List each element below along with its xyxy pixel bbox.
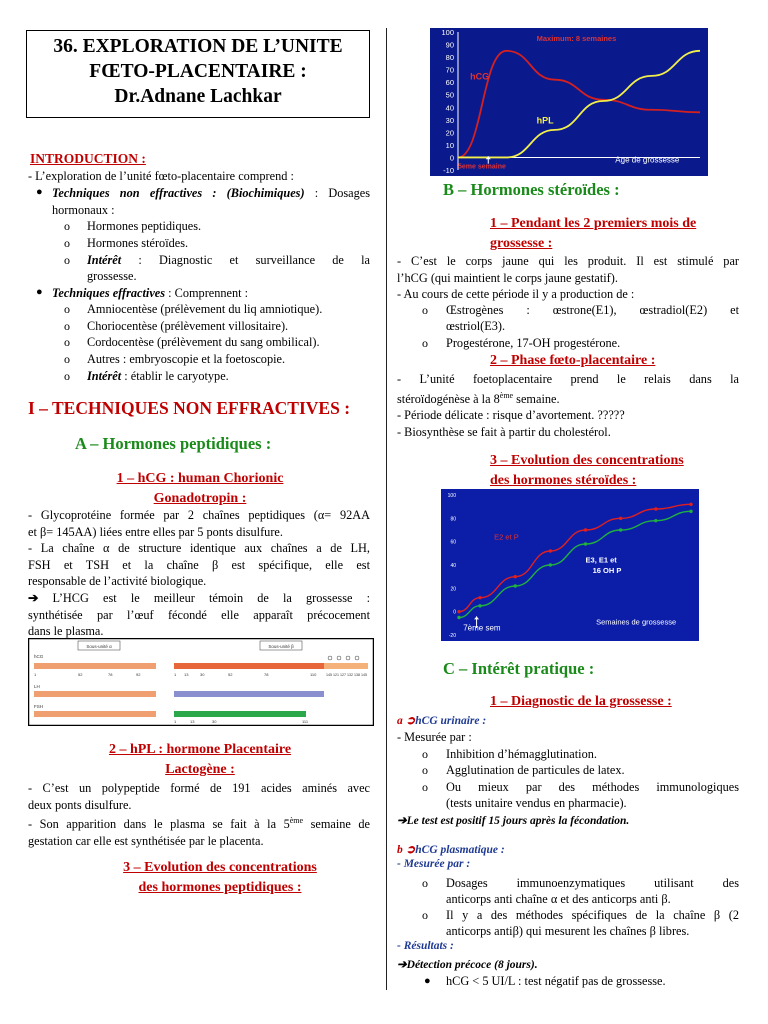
- diagram-beta-bar: [174, 711, 306, 717]
- chart-data-point: [689, 503, 692, 506]
- c1-b-label: hCG plasmatique :: [415, 844, 505, 856]
- arrow-right-icon: ➔: [397, 959, 407, 971]
- intro-eff-item-2: Choriocentèse (prélèvement villositaire).: [87, 319, 289, 333]
- b1-heading: [490, 214, 696, 254]
- circle-bullet-icon: o: [64, 253, 70, 267]
- chart-legend-e3-line2: 16 OH P: [592, 566, 622, 576]
- chart-y-tick-label: 80: [445, 53, 454, 63]
- diagram-num: 1: [174, 672, 177, 677]
- b1-line-2: l’hCG (qui maintient le corps jaune gestatif).: [397, 270, 618, 285]
- circle-bullet-icon: o: [422, 747, 428, 761]
- circle-bullet-icon: o: [422, 780, 428, 794]
- circle-bullet-icon: o: [64, 236, 70, 250]
- hpl-line-1: - C’est un polypeptide formé de 191 acides aminés avec: [28, 781, 370, 795]
- intro-eff-item-3: Cordocentèse (prélèvement du sang ombilical).: [87, 335, 320, 349]
- c1-item2-2-cont: anticorps antiβ) qui mesurent les chaînes β libres.: [446, 924, 690, 938]
- diagram-alpha-bar: [34, 691, 156, 697]
- column-divider: [386, 28, 387, 990]
- intro-interet-2-rest: : établir le caryotype.: [121, 369, 229, 383]
- diagram-num: 30: [200, 672, 205, 677]
- chart-data-point: [478, 596, 481, 599]
- diagram-num: 78: [108, 672, 113, 677]
- chart-y-tick-label: 40: [450, 563, 456, 569]
- b1-item-1: Œstrogènes : œstrone(E1), œstradiol(E2) et: [446, 303, 739, 317]
- diagram-num: 1: [174, 719, 177, 724]
- diagram-num: 13: [190, 719, 195, 724]
- intro-interet-1-cont: grossesse.: [87, 269, 137, 283]
- circle-bullet-icon: o: [64, 335, 70, 349]
- bullet-icon: ●: [36, 286, 43, 298]
- circle-bullet-icon: o: [422, 908, 428, 922]
- hcg-line-1: - Glycoprotéine formée par 2 chaînes peptidiques (α= 92AA: [28, 508, 370, 522]
- diagram-num: 92: [136, 672, 141, 677]
- chart-data-point: [514, 575, 517, 578]
- b1-line-3: - Au cours de cette période il y a production de :: [397, 287, 635, 302]
- hpl-heading-line-1: 2 – hPL : hormone Placentaire: [108, 742, 292, 757]
- chart-x-label: Semaines de grossesse: [596, 617, 677, 627]
- subunit-diagram: [28, 638, 374, 726]
- title-line-2: FŒTO-PLACENTAIRE :: [89, 61, 307, 82]
- c1-detection: [397, 957, 538, 971]
- b2-line-2-text: stéroïdogénèse à la 8: [397, 391, 500, 406]
- chart-data-point: [478, 604, 481, 607]
- chart-data-point: [457, 610, 460, 613]
- chart-data-point: [549, 563, 552, 566]
- b1-item-1-cont: œstriol(E3).: [446, 319, 506, 333]
- diagram-num: 111: [302, 719, 309, 724]
- chart-y-tick-label: 30: [445, 115, 454, 125]
- circle-bullet-icon: o: [64, 319, 70, 333]
- chart-y-tick-label: 0: [453, 609, 456, 616]
- chart-data-point: [457, 616, 460, 619]
- diagram-subunit-b-label: Sous-unité β: [268, 644, 294, 649]
- intro-interet-1-label: Intérêt: [87, 253, 122, 267]
- chart-annotation-max: Maximum: 8 semaines: [536, 33, 617, 43]
- c1-b-line: [397, 842, 505, 856]
- intro-interet-2: [87, 368, 229, 385]
- b3-heading-line-1: 3 – Evolution des concentrations: [490, 453, 684, 468]
- chart-steroid-hormones: [441, 489, 699, 641]
- chart-legend-hpl: hPL: [536, 115, 554, 126]
- diagram-beta-bar: [174, 691, 324, 697]
- chart-legend-e3-line1: E3, E1 et: [585, 555, 617, 565]
- c1-mesure-2: - Mesurée par :: [397, 858, 471, 870]
- chart-annotation-5eme: 5eme semaine: [458, 163, 506, 171]
- chart-legend-e2: E2 et P: [494, 532, 519, 542]
- chart-y-tick-label: 80: [450, 516, 456, 523]
- evol-pep-line-2: des hormones peptidiques :: [138, 880, 302, 895]
- c1-b-letter: b: [397, 844, 406, 856]
- intro-heading: INTRODUCTION :: [30, 151, 146, 166]
- arrow-right-icon: ➲: [405, 715, 416, 727]
- chart-y-tick-label: 60: [450, 539, 456, 546]
- chart-data-point: [514, 584, 517, 587]
- arrow-right-icon: ➲: [405, 844, 416, 856]
- hpl-line-3-after: semaine de: [303, 817, 370, 832]
- b2-line-3: - Période délicate : risque d’avortement. ?????: [397, 408, 625, 423]
- section-b-heading: B – Hormones stéroïdes :: [443, 180, 620, 199]
- evol-pep-line-1: 3 – Evolution des concentrations: [123, 860, 317, 875]
- chart-data-point: [619, 528, 622, 531]
- b1-body: [397, 253, 739, 303]
- c1-a-letter: a: [397, 715, 406, 727]
- intro-eff-item-4: Autres : embryoscopie et la foetoscopie.: [87, 352, 286, 366]
- hpl-line-3-sup: ème: [289, 816, 304, 826]
- hpl-heading: [100, 740, 300, 780]
- b2-heading: 2 – Phase fœto-placentaire :: [490, 353, 656, 368]
- document-title: [27, 34, 369, 109]
- hcg-arrow-line-3: dans le plasma.: [28, 624, 104, 639]
- hcg-arrow-text-1: L’HCG est le meilleur témoin de la grossesse :: [52, 590, 370, 605]
- hcg-heading: [100, 469, 300, 509]
- bullet-icon: ●: [424, 975, 431, 987]
- intro-noneffractive: [52, 185, 370, 202]
- hpl-line-3-text: - Son apparition dans le plasma se fait à la 5: [28, 817, 290, 832]
- intro-noneff-rest: : Dosages: [304, 186, 371, 200]
- circle-bullet-icon: o: [422, 303, 428, 317]
- intro-noneff-bold: Techniques non effractives : (Biochimiques): [52, 186, 305, 200]
- b1-line-1: - C’est le corps jaune qui les produit. Il est stimulé par: [397, 254, 739, 268]
- chart-y-tick-label: 60: [445, 78, 454, 88]
- hcg-line-5: responsable de l’activité biologique.: [28, 574, 207, 589]
- c1-item2-1: Dosages immunoenzymatiques utilisant des: [446, 876, 739, 890]
- diagram-num: 30: [212, 719, 217, 724]
- diagram-num: 110: [310, 672, 317, 677]
- hpl-line-2: deux ponts disulfure.: [28, 797, 132, 812]
- title-box: [26, 30, 370, 118]
- circle-bullet-icon: o: [422, 336, 428, 350]
- c1-heading: 1 – Diagnostic de la grossesse :: [490, 694, 672, 709]
- circle-bullet-icon: o: [422, 763, 428, 777]
- diagram-num: 1: [34, 672, 37, 677]
- chart-data-point: [654, 507, 657, 510]
- intro-eff-rest: : Comprennent :: [165, 286, 249, 300]
- chart-data-point: [584, 528, 587, 531]
- diagram-ctp-bar: [324, 663, 368, 669]
- hpl-line-3: [28, 813, 370, 833]
- b2-line-2: [397, 388, 739, 408]
- section-a-heading: A – Hormones peptidiques :: [75, 434, 272, 453]
- b2-line-1: - L’unité foetoplacentaire prend le relais dans la: [397, 372, 739, 386]
- b1-item-2: Progestérone, 17-OH progestérone.: [446, 336, 621, 350]
- hcg-line-2: et β= 145AA) liées entre elles par 5 ponts disulfure.: [28, 524, 283, 539]
- c1-a-line: [397, 713, 486, 727]
- chart-data-point: [689, 510, 692, 513]
- chart-annotation-7eme: 7ème sem: [463, 623, 501, 633]
- chart-y-tick-label: -10: [443, 166, 454, 175]
- b2-line-2-sup: ème: [499, 390, 514, 400]
- c1-item-3: Ou mieux par des méthodes immunologiques: [446, 780, 739, 794]
- chart-y-tick-label: 40: [445, 103, 454, 113]
- c1-last: hCG < 5 UI/L : test négatif pas de grossesse.: [446, 974, 666, 988]
- intro-eff-bold: Techniques effractives: [52, 286, 166, 300]
- hpl-heading-line-2: Lactogène :: [165, 762, 235, 777]
- hcg-heading-line-1: 1 – hCG : human Chorionic: [116, 471, 284, 486]
- circle-bullet-icon: o: [64, 219, 70, 233]
- c1-detection-text: Détection précoce (8 jours).: [406, 959, 538, 971]
- diagram-num: 52: [78, 672, 83, 677]
- hcg-line-4: FSH et TSH et la chaîne β est spécifique, elle est: [28, 557, 370, 572]
- bullet-icon: ●: [36, 186, 43, 198]
- b3-heading-line-2: des hormones stéroïdes :: [490, 473, 637, 488]
- intro-interet-1-rest: : Diagnostic et surveillance de la: [121, 253, 370, 267]
- chart-y-tick-label: 50: [445, 90, 454, 100]
- hcg-heading-line-2: Gonadotropin :: [153, 491, 247, 506]
- arrow-right-icon: ➔: [397, 815, 407, 827]
- intro-noneff-cont: hormonaux :: [52, 203, 115, 217]
- b3-heading: [490, 451, 684, 491]
- diagram-row-label: hCG: [34, 654, 44, 659]
- chart-y-tick-label: -20: [448, 633, 456, 639]
- hcg-body: [28, 507, 370, 640]
- diagram-num: 52: [228, 672, 233, 677]
- intro-interet-2-label: Intérêt: [87, 369, 122, 383]
- diagram-ctp-nums: 145 121 127 132 138 145: [326, 673, 367, 677]
- circle-bullet-icon: o: [422, 876, 428, 890]
- b2-body: [397, 371, 739, 440]
- c1-test-text: Le test est positif 15 jours après la fécondation.: [406, 815, 630, 827]
- intro-interet-1: [87, 252, 370, 269]
- circle-bullet-icon: o: [64, 302, 70, 316]
- c1-item-1: Inhibition d’hémagglutination.: [446, 747, 597, 761]
- c1-item2-1-cont: anticorps anti chaîne α et des anticorps anti β.: [446, 892, 671, 906]
- b1-heading-line-2: grossesse :: [490, 236, 553, 251]
- chart-y-tick-label: 0: [449, 153, 454, 163]
- hcg-line-3: - La chaîne α de structure identique aux chaînes a de LH,: [28, 541, 370, 556]
- chart-background: [430, 28, 708, 176]
- chart-data-point: [584, 542, 587, 545]
- chart-peptide-hormones: [430, 28, 708, 176]
- circle-bullet-icon: o: [64, 369, 70, 383]
- chart-data-point: [549, 549, 552, 552]
- c1-item2-2: Il y a des méthodes spécifiques de la chaîne β (2: [446, 908, 739, 922]
- hpl-body: [28, 780, 370, 849]
- c1-item-2: Agglutination de particules de latex.: [446, 763, 625, 777]
- diagram-alpha-bar: [34, 711, 156, 717]
- chart-y-tick-label: 10: [445, 140, 454, 150]
- b2-line-2-after: semaine.: [513, 391, 560, 406]
- chart-data-point: [654, 519, 657, 522]
- arrow-right-icon: ➔: [28, 590, 53, 605]
- diagram-subunit-a-label: Sous-unité α: [86, 644, 112, 649]
- c1-a-label: hCG urinaire :: [415, 715, 487, 727]
- intro-line: - L’exploration de l’unité fœto-placentaire comprend :: [28, 169, 294, 183]
- diagram-num: 13: [184, 672, 189, 677]
- chart-x-label: Age de grossesse: [615, 155, 680, 165]
- diagram-row-label: FSH: [34, 704, 43, 709]
- chart-y-tick-label: 100: [447, 493, 456, 499]
- c1-resultats: - Résultats :: [397, 940, 454, 952]
- evol-peptidiques-heading: [90, 858, 350, 898]
- diagram-num: 78: [264, 672, 269, 677]
- title-author: Dr.Adnane Lachkar: [114, 86, 282, 107]
- chart-y-tick-label: 20: [450, 586, 456, 593]
- section-i-heading: I – TECHNIQUES NON EFFRACTIVES :: [28, 398, 351, 418]
- diagram-beta-bar: [174, 663, 324, 669]
- c1-test: [397, 813, 629, 827]
- c1-mesure: - Mesurée par :: [397, 730, 472, 744]
- intro-eff-item-1: Amniocentèse (prélèvement du liq amniotique).: [87, 302, 323, 316]
- chart-y-tick-label: 90: [445, 40, 454, 50]
- title-line-1: 36. EXPLORATION DE L’UNITE: [53, 36, 343, 57]
- intro-effractive: [52, 285, 248, 302]
- hcg-arrow-line-1: [28, 590, 370, 607]
- c1-item-3-cont: (tests unitaire vendus en pharmacie).: [446, 796, 627, 810]
- hpl-line-4: gestation car elle est synthétisée par le placenta.: [28, 833, 264, 848]
- chart-y-tick-label: 70: [445, 65, 454, 75]
- hcg-arrow-line-2: synthétisée par l’œuf fécondé elle apparaît précocement: [28, 607, 370, 622]
- b2-line-4: - Biosynthèse se fait à partir du cholestérol.: [397, 424, 611, 439]
- intro-noneff-item-2: Hormones stéroïdes.: [87, 236, 189, 250]
- circle-bullet-icon: o: [64, 352, 70, 366]
- chart-legend-hcg: hCG: [470, 71, 490, 82]
- diagram-row-label: LH: [34, 684, 40, 689]
- section-c-heading: C – Intérêt pratique :: [443, 659, 595, 678]
- b1-heading-line-1: 1 – Pendant les 2 premiers mois de: [490, 216, 697, 231]
- diagram-alpha-bar: [34, 663, 156, 669]
- chart-y-tick-label: 20: [445, 128, 454, 138]
- chart-data-point: [619, 517, 622, 520]
- chart-y-tick-label: 100: [441, 28, 454, 37]
- intro-noneff-item-1: Hormones peptidiques.: [87, 219, 202, 233]
